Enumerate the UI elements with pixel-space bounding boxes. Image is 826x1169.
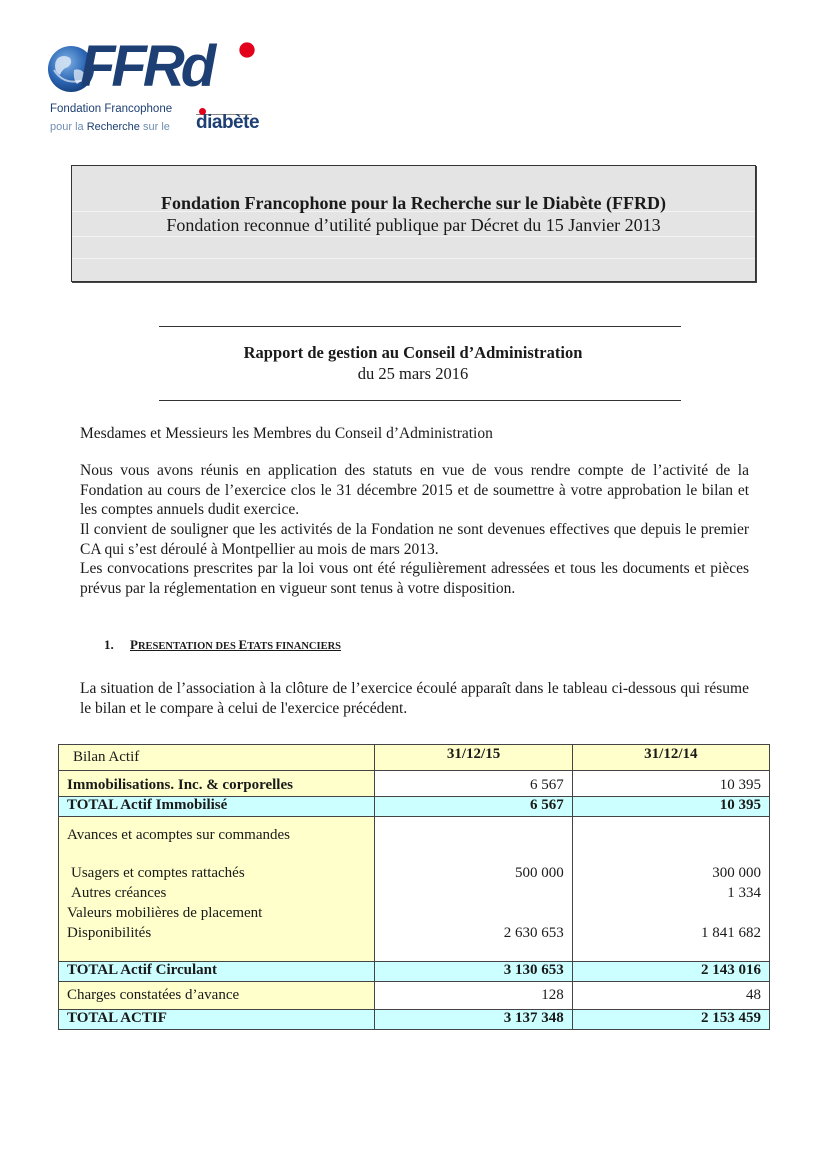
- header-box: [71, 165, 756, 282]
- salutation: Mesdames et Messieurs les Membres du Conseil d’Administration: [80, 425, 493, 442]
- valeurs-label: Valeurs mobilières de placement: [67, 905, 263, 921]
- table-row-total-immo: [59, 797, 770, 817]
- report-title: Rapport de gestion au Conseil d’Administration: [243, 343, 583, 362]
- ffrd-logo: [46, 34, 261, 140]
- paragraph-2: Il convient de souligner que les activités de la Fondation ne sont devenues effectives que depuis le premier CA qui s’est déroulé à Montpellier au mois de mars 2013.: [80, 521, 749, 558]
- autres-label: Autres créances: [71, 885, 167, 901]
- logo-word: la: [75, 121, 84, 133]
- report-date: du 25 mars 2016: [357, 364, 469, 383]
- logo-line1: Fondation Francophone: [50, 103, 173, 115]
- section-title-cap: P: [130, 637, 138, 652]
- table-row-circulant: [59, 817, 770, 962]
- header-col-2014: 31/12/14: [572, 745, 769, 771]
- table-row-total: [59, 1010, 770, 1030]
- usagers-2015: 500 000: [514, 865, 564, 881]
- logo-word: pour: [50, 121, 73, 133]
- usagers-label: Usagers et comptes rattachés: [71, 865, 245, 881]
- title-rule-top: [159, 326, 681, 327]
- total-2014: 2 153 459: [572, 1010, 769, 1030]
- total-2015: 3 137 348: [375, 1010, 572, 1030]
- paragraph-3: Les convocations prescrites par la loi vous ont été régulièrement adressées et tous les documents et pièces prévus par la réglementation en vigueur sont tenus à votre disposition.: [80, 560, 749, 597]
- table-intro: La situation de l’association à la clôture de l’exercice écoulé apparaît dans le tableau ci-dessous qui résume le bilan et le compare à celui de l'exercice précédent.: [80, 680, 749, 717]
- dispo-2015: 2 630 653: [503, 925, 564, 941]
- section-title-part: TATS FINANCIERS: [247, 641, 342, 652]
- charges-2014: 48: [572, 982, 769, 1010]
- section-heading: [104, 637, 341, 653]
- section-number: 1.: [104, 637, 114, 652]
- balance-sheet-table: [58, 744, 770, 1030]
- immo-2014: 10 395: [572, 771, 769, 797]
- section-title-cap: E: [238, 637, 248, 652]
- red-dot-icon: [238, 41, 256, 59]
- logo-word: sur: [142, 121, 159, 133]
- total-label: TOTAL ACTIF: [59, 1010, 375, 1030]
- total-circ-2015: 3 130 653: [375, 962, 572, 982]
- total-immo-label: TOTAL Actif Immobilisé: [59, 797, 375, 817]
- charges-label: Charges constatées d’avance: [59, 982, 375, 1010]
- header-divider: [72, 236, 755, 237]
- immo-label: Immobilisations. Inc. & corporelles: [59, 771, 375, 797]
- title-rule-bottom: [159, 400, 681, 401]
- foundation-title: Fondation Francophone pour la Recherche sur le Diabète (FFRD): [161, 193, 666, 213]
- header-label: Bilan Actif: [59, 745, 375, 771]
- logo-acronym: FFRd: [80, 34, 213, 99]
- circulant-2014: [572, 817, 769, 962]
- charges-2015: 128: [375, 982, 572, 1010]
- header-divider: [72, 258, 755, 259]
- avances-label: Avances et acomptes sur commandes: [67, 827, 290, 843]
- table-row-total-circ: [59, 962, 770, 982]
- logo-word: Recherche: [86, 121, 140, 133]
- logo-line2: [50, 121, 170, 133]
- usagers-2014: 300 000: [712, 865, 761, 881]
- autres-2014: 1 334: [727, 885, 761, 901]
- total-immo-2015: 6 567: [375, 797, 572, 817]
- table-row-immo: [59, 771, 770, 797]
- logo-word: le: [161, 121, 170, 133]
- section-title-part: RESENTATION DES: [137, 641, 239, 652]
- immo-2015: 6 567: [375, 771, 572, 797]
- total-circ-2014: 2 143 016: [572, 962, 769, 982]
- circulant-labels: [59, 817, 375, 962]
- table-row-charges: [59, 982, 770, 1010]
- total-circ-label: TOTAL Actif Circulant: [59, 962, 375, 982]
- circulant-2015: [375, 817, 572, 962]
- table-header-row: [59, 745, 770, 771]
- header-col-2015: 31/12/15: [375, 745, 572, 771]
- dispo-label: Disponibilités: [67, 925, 152, 941]
- paragraph-1: Nous vous avons réunis en application des statuts en vue de vous rendre compte de l’activité de la Fondation au cours de l’exercice clos le 31 décembre 2015 et de soumettre à votre approbation le bilan et les comptes annuels dudit exercice.: [80, 462, 749, 518]
- total-immo-2014: 10 395: [572, 797, 769, 817]
- logo-diabete: diabète: [196, 112, 260, 133]
- spacer: [67, 845, 366, 863]
- foundation-subtitle: Fondation reconnue d’utilité publique par Décret du 15 Janvier 2013: [166, 215, 661, 235]
- dispo-2014: 1 841 682: [701, 925, 761, 941]
- section-title: [130, 637, 342, 652]
